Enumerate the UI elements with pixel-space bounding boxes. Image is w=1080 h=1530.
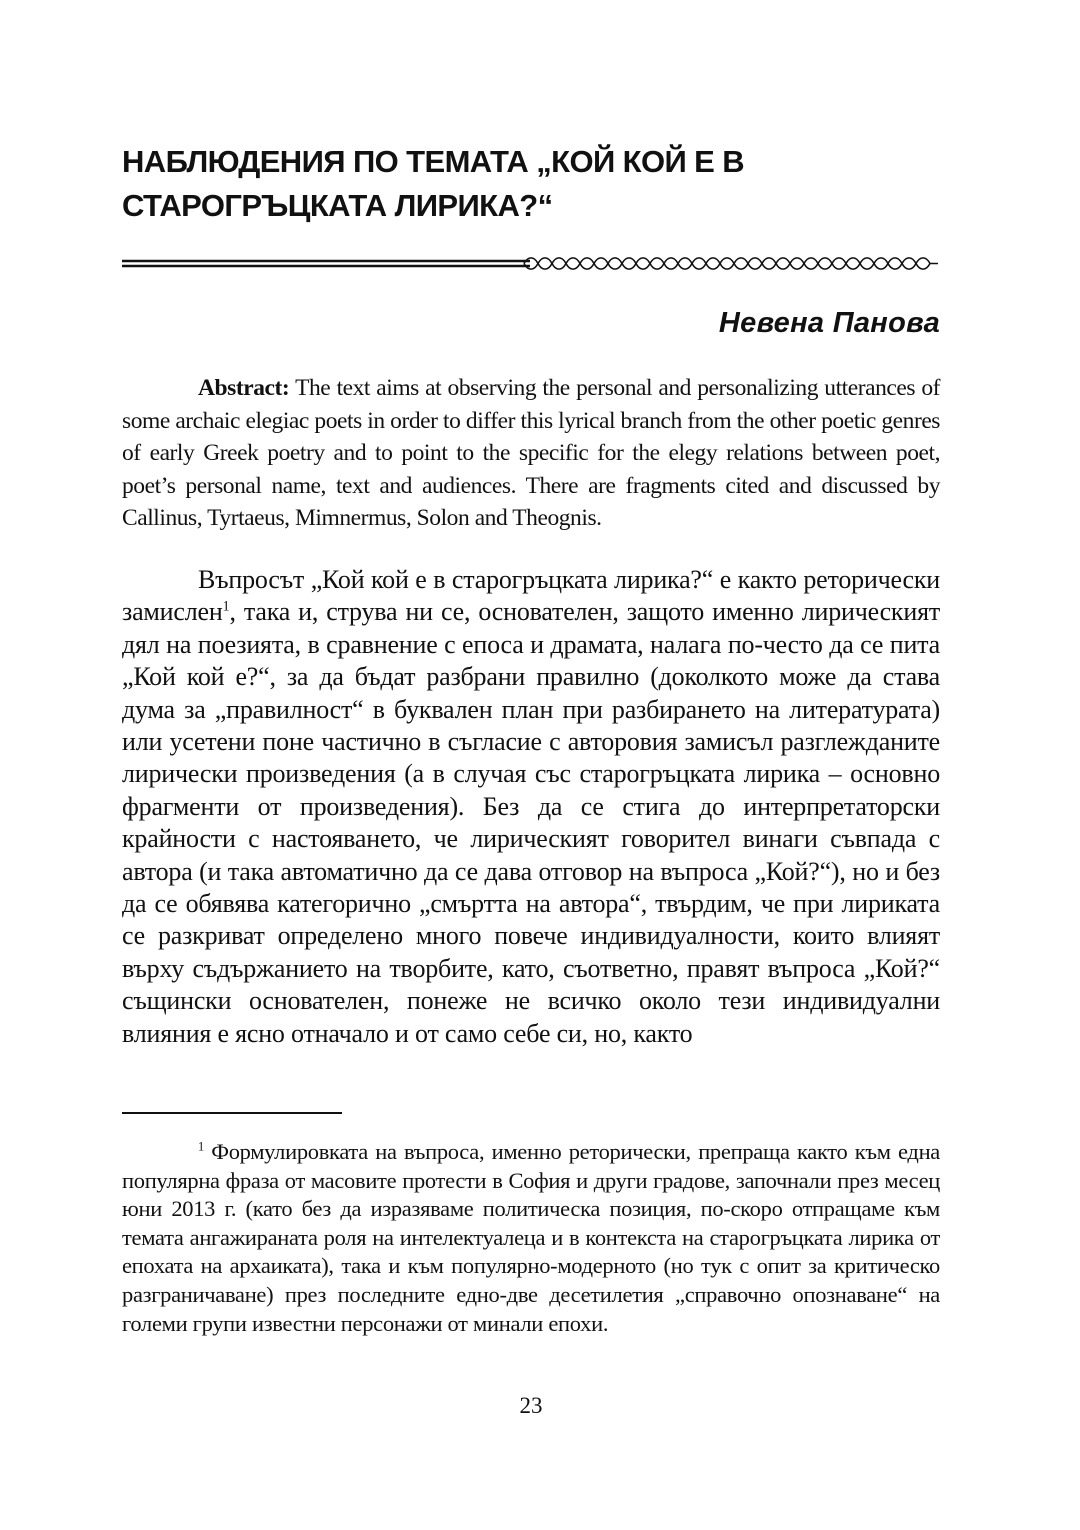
footnote [122, 1138, 940, 1338]
rule-wave-ornament [524, 258, 938, 269]
footnote-reference: 1 [222, 598, 230, 615]
article-title-line-2: СТАРОГРЪЦКАТА ЛИРИКА?“ [122, 188, 553, 223]
footnote-text: Формулировката на въпроса, именно реторически, препраща както към една популярна фраза от масовите протести в София и други градове, започнали през месец юни 2013 г. (като без да изразяваме политическа позиция, по-скоро отпращаме към темата ангажираната роля на интелектуалеца и в контекста на старогръцката лирика от епохата на архаиката), така и към популярно-модерното (но тук с опит за критическо разграничаване) през последните едно-две десетилетия „справочно опознаване“ на големи групи известни персонажи от минали епохи. [122, 1139, 940, 1336]
body-text-part-2: , така и, струва ни се, основателен, защото именно лирическият дял на поезията, в сравнение с епоса и драмата, налага по-често да се пита „Кой кой е?“, за да бъдат разбрани правилно (доколкото може да става дума за „правилност“ в буквален план при разбирането на литературата) или усетени поне частично в съгласие с авторовия замисъл разглежданите лирически произведения (а в случая със старогръцката лирика – основно фрагменти от произведения). Без да се стига до интерпретаторски крайности с настояването, че лирическият говорител винаги съвпада с автора (и така автоматично да се дава отговор на въпроса „Кой?“), но и без да се обявява категорично „смъртта на автора“, твърдим, че при лириката се разкриват определено много повече индивидуалности, които влияят върху съдържанието на творбите, като, съответно, правят въпроса „Кой?“ същински основателен, понеже не всичко около тези индивидуални влияния е ясно отначало и от само себе си, но, както [122, 597, 940, 1048]
footnote-separator [122, 1112, 342, 1114]
abstract-label: Abstract: [198, 375, 290, 401]
page-number: 23 [519, 1393, 543, 1418]
abstract-paragraph [122, 372, 940, 535]
document-page [122, 0, 940, 1530]
article-title [122, 140, 940, 228]
body-text-part-1: Въпросът „Кой кой е в старогръцката лирика?“ е както реторически замислен [122, 565, 940, 627]
decorative-title-rule [122, 252, 940, 276]
body-paragraph [122, 564, 940, 1050]
article-title-line-1: НАБЛЮДЕНИЯ ПО ТЕМАТА „КОЙ КОЙ Е В [122, 144, 745, 179]
footnote-number: 1 [198, 1139, 204, 1154]
abstract-text: The text aims at observing the personal and personalizing utterances of some archaic elegiac poets in order to differ this lyrical branch from the other poetic genres of early Greek poetry and to point to the specific for the elegy relations between poet, poet’s personal name, text and audiences. There are fragments cited and discussed by Callinus, Tyrtaeus, Mimnermus, Solon and Theognis. [122, 375, 940, 532]
author-name: Невена Панова [718, 307, 940, 339]
